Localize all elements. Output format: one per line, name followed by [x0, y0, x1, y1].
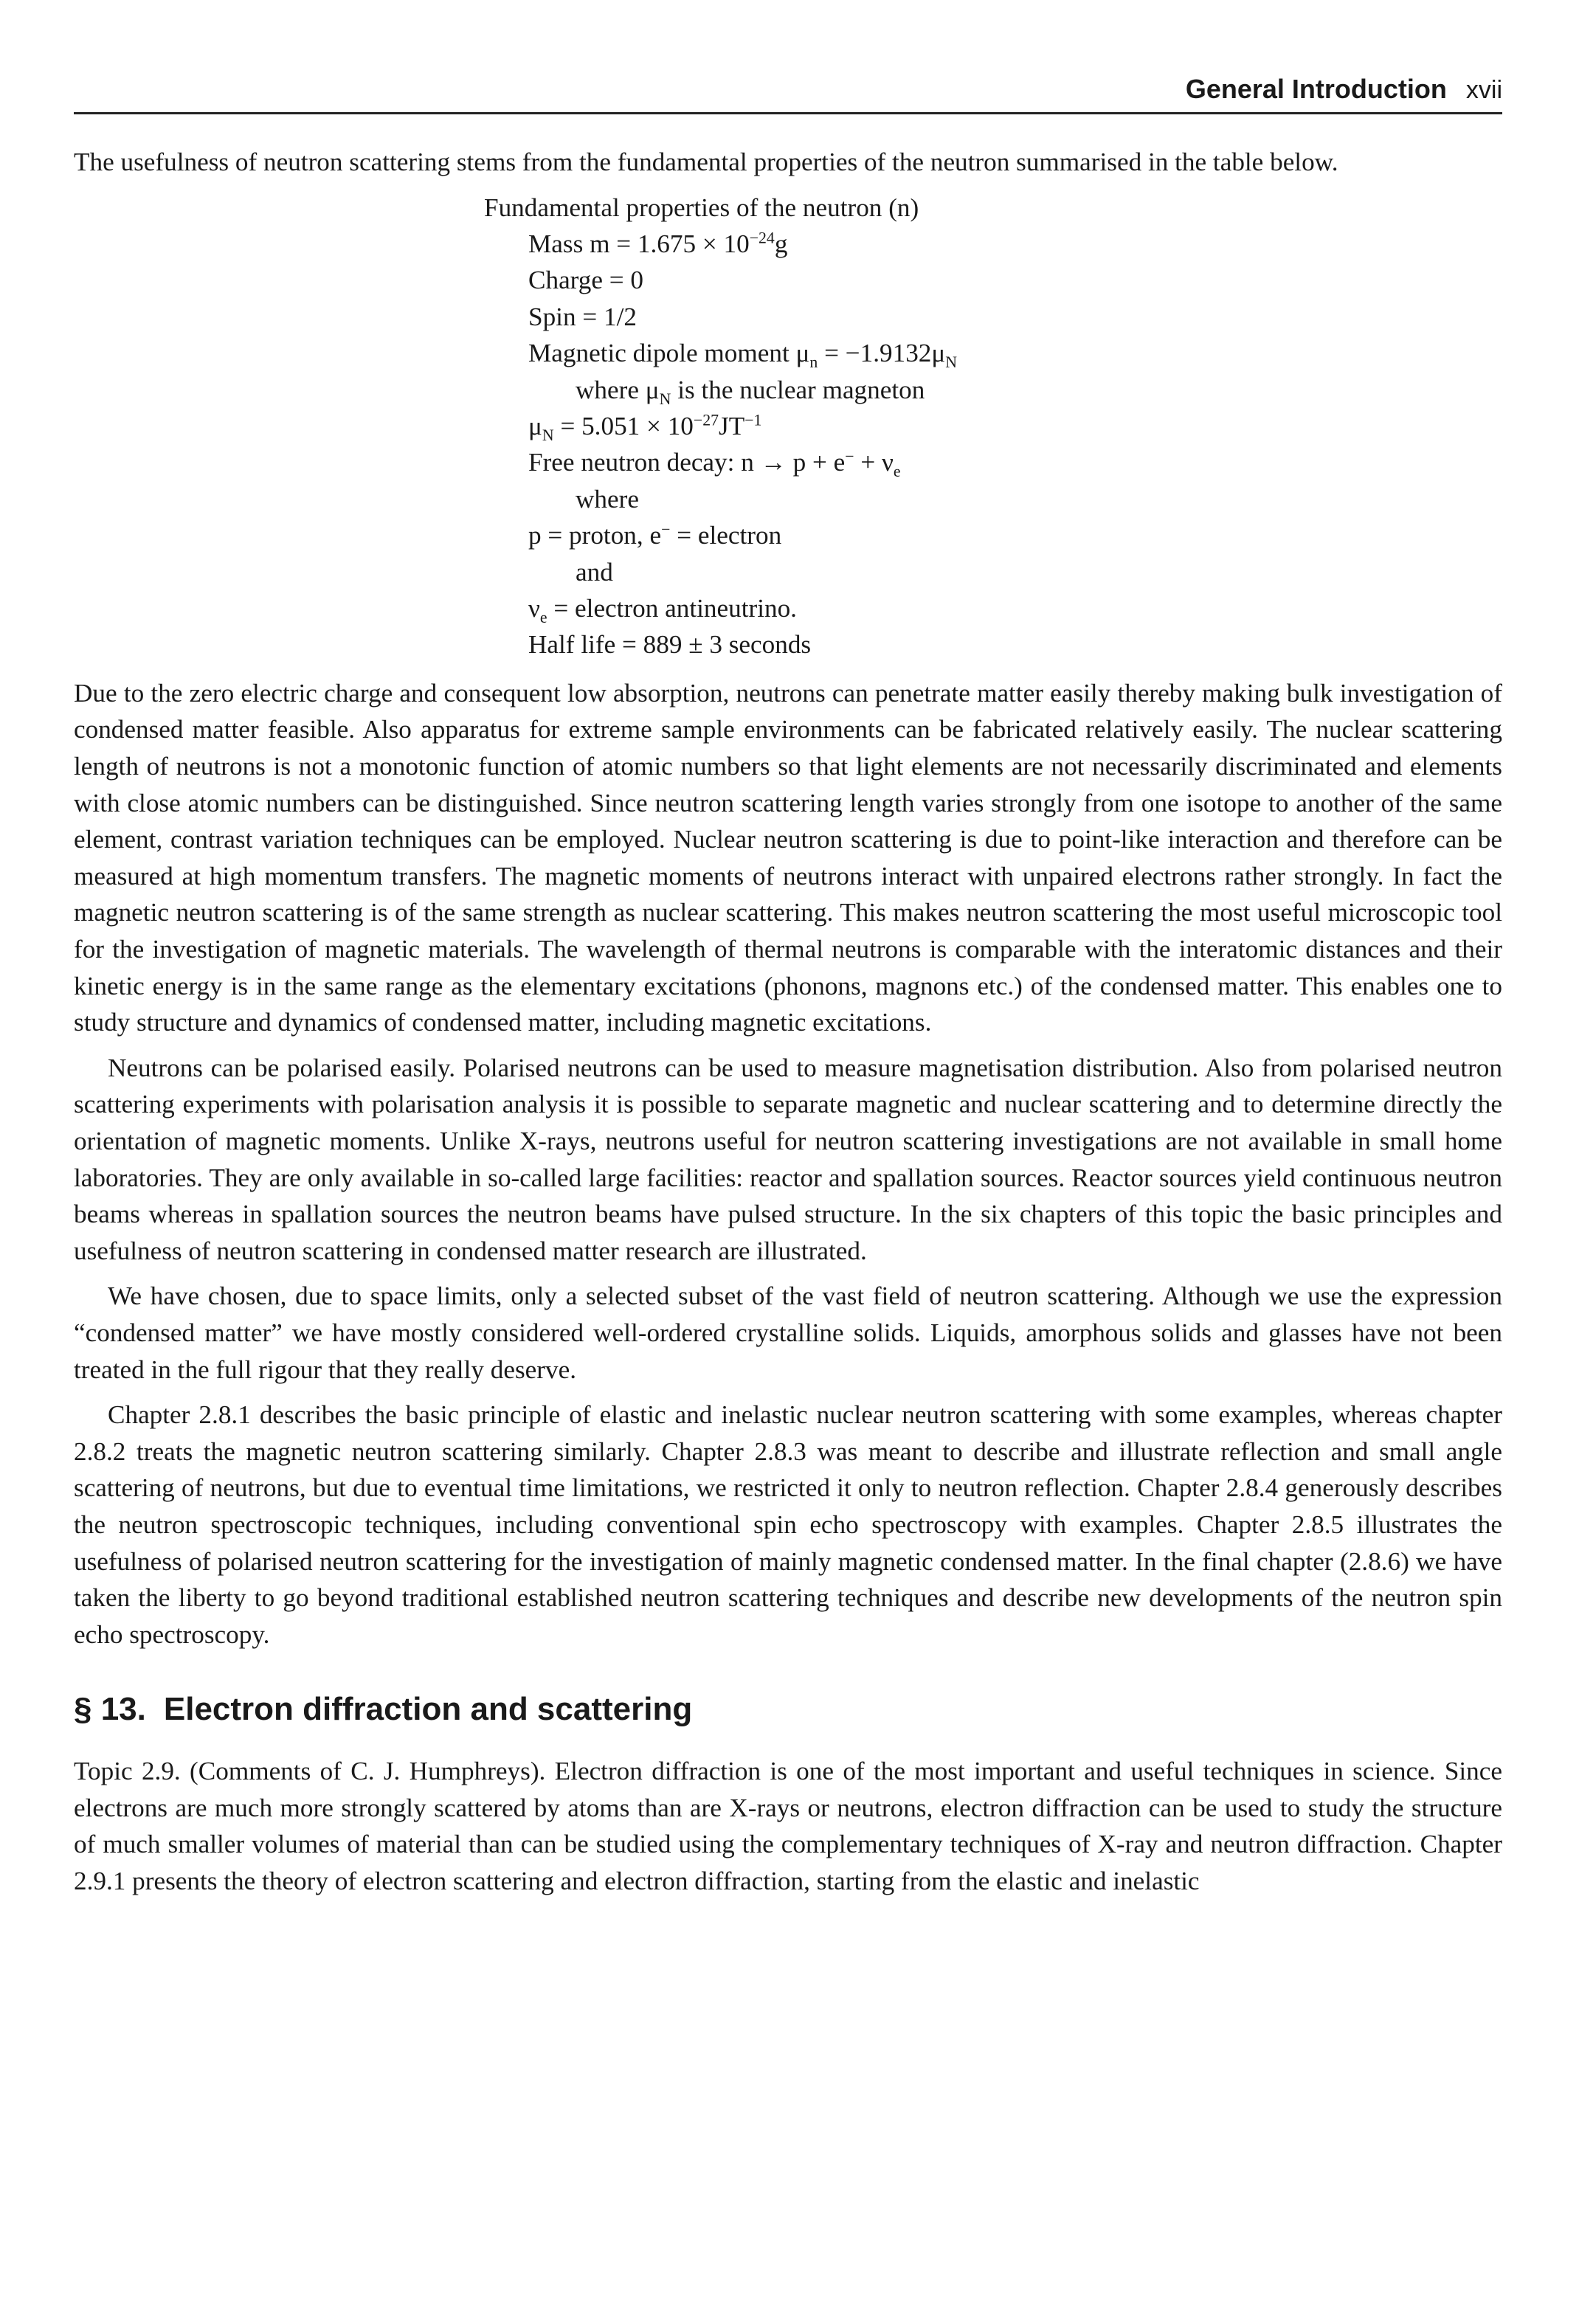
section-title: Electron diffraction and scattering: [163, 1691, 693, 1728]
main-text: [74, 144, 1502, 1899]
paragraph-4: Chapter 2.8.1 describes the basic principle of elastic and inelastic nuclear neutron scattering with some examples, whereas chapter 2.8.2 treats the magnetic neutron scattering similarly. Chapter 2.8.3 was meant to describe and illustrate reflection and small angle scattering of neutrons, but due to eventual time limitations, we restricted it only to neutron reflection. Chapter 2.8.4 generously describes the neutron spectroscopic techniques, including conventional spin echo spectroscopy with examples. Chapter 2.8.5 illustrates the usefulness of polarised neutron scattering for the investigation of mainly magnetic condensed matter. In the final chapter (2.8.6) we have taken the liberty to go beyond traditional established neutron scattering techniques and describe new developments of the neutron spin echo spectroscopy.: [74, 1400, 1502, 1649]
property-decay-where: where: [576, 484, 639, 513]
page: [74, 74, 1502, 1899]
property-dipole-note: where $\mu_N$ is the nuclear magneton: [576, 375, 925, 408]
neutron-properties-table: [484, 190, 1502, 663]
page-number: xvii: [1465, 76, 1502, 104]
properties-title: Fundamental properties of the neutron (n): [484, 193, 919, 222]
property-dipole: Magnetic dipole moment $\mu_n = -1.9132\mu_N$: [528, 339, 958, 372]
property-spin: Spin = 1/2: [528, 302, 637, 331]
property-and: and: [576, 557, 613, 587]
property-antineutrino: $\nu_e$ = electron antineutrino.: [528, 594, 797, 627]
section-heading: [74, 1691, 1502, 1728]
property-magneton: $\mu_N = 5.051 \times 10^{-27}JT^{-1}$: [528, 411, 762, 445]
section-number: § 13.: [74, 1691, 146, 1728]
running-header: [74, 74, 1502, 114]
paragraph-3: We have chosen, due to space limits, only a selected subset of the vast field of neutron scattering. Although we use the expression “condensed matter” we have mostly considered well-ordered crystalline solids. Liquids, amorphous solids and glasses have not been treated in the full rigour that they really deserve.: [74, 1282, 1502, 1384]
property-proton: p = proton, e− = electron: [528, 520, 782, 550]
property-half-life: Half life = 889 ± 3 seconds: [528, 630, 812, 660]
header-title: General Introduction: [1185, 74, 1447, 104]
paragraph-2: Neutrons can be polarised easily. Polarised neutrons can be used to measure magnetisation distribution. Also from polarised neutron scattering experiments with polarisation analysis it is possible to separate magnetic and nuclear scattering and to determine directly the orientation of magnetic moments. Unlike X-rays, neutrons useful for neutron scattering investigations are not available in small home laboratories. They are only available in so-called large facilities: reactor and spallation sources. Reactor sources yield continuous neutron beams whereas in spallation sources the neutron beams have pulsed structure. In the six chapters of this topic the basic principles and usefulness of neutron scattering in condensed matter research are illustrated.: [74, 1053, 1502, 1265]
section-paragraph: Topic 2.9. (Comments of C. J. Humphreys). Electron diffraction is one of the most important and useful techniques in science. Since electrons are much more strongly scattered by atoms than are X-rays or neutrons, electron diffraction can be used to study the structure of much smaller volumes of material than can be studied using the complementary techniques of X-ray and neutron diffraction. Chapter 2.9.1 presents the theory of electron scattering and electron diffraction, starting from the elastic and inelastic: [74, 1756, 1502, 1895]
property-mass: Mass $m = 1.675 \times 10^{-24}g$: [528, 229, 788, 258]
property-charge: Charge = 0: [528, 266, 644, 295]
property-decay: Free neutron decay: $n \to p + e^- + \nu_e$: [528, 447, 901, 481]
intro-paragraph: The usefulness of neutron scattering stems from the fundamental properties of the neutron summarised in the table below.: [74, 148, 1338, 176]
paragraph-1: Due to the zero electric charge and consequent low absorption, neutrons can penetrate matter easily thereby making bulk investigation of condensed matter feasible. Also apparatus for extreme sample environments can be fabricated relatively easily. The nuclear scattering length of neutrons is not a monotonic function of atomic numbers so that light elements are not necessarily discriminated and elements with close atomic numbers can be distinguished. Since neutron scattering length varies strongly from one isotope to another of the same element, contrast variation techniques can be employed. Nuclear neutron scattering is due to point-like interaction and therefore can be measured at high momentum transfers. The magnetic moments of neutrons interact with unpaired electrons rather strongly. In fact the magnetic neutron scattering is of the same strength as nuclear scattering. This makes neutron scattering the most useful microscopic tool for the investigation of magnetic materials. The wavelength of thermal neutrons is comparable with the interatomic distances and their kinetic energy is in the same range as the elementary excitations (phonons, magnons etc.) of the condensed matter. This enables one to study structure and dynamics of condensed matter, including magnetic excitations.: [74, 678, 1502, 1037]
